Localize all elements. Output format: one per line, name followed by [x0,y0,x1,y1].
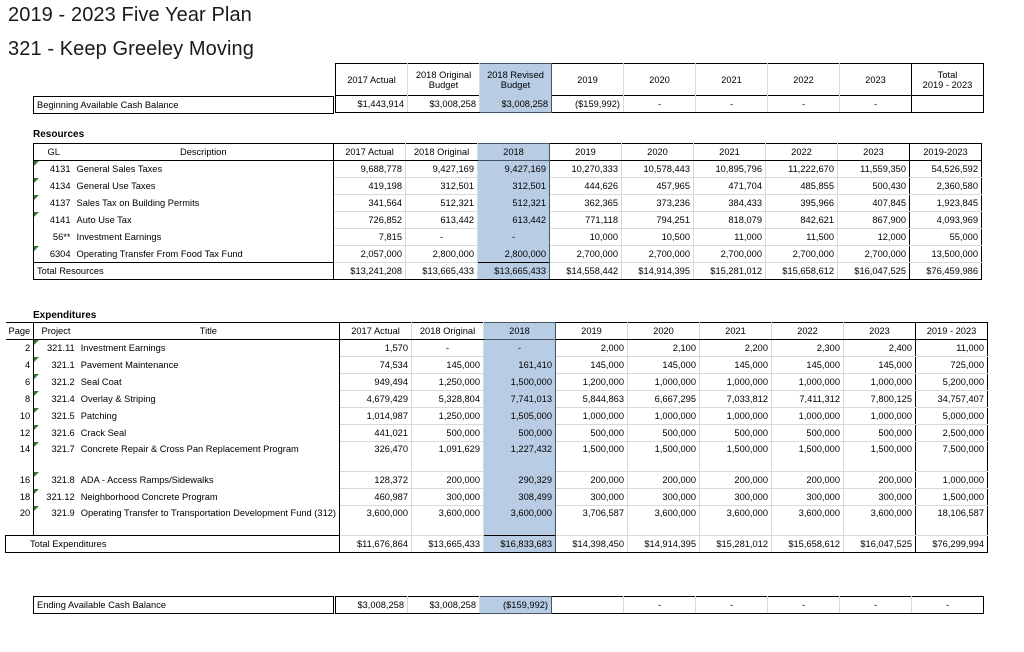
resources-2022: 11,500 [766,229,838,246]
exp-2018-original: 500,000 [412,425,484,442]
resources-2019: 2,700,000 [550,246,622,263]
exp-2022: 1,500,000 [772,442,844,472]
exp-total: 5,200,000 [916,374,988,391]
resources-header-row [34,144,982,161]
exp-2017-actual: 3,600,000 [340,506,412,536]
resources-2023: 11,559,350 [838,161,910,178]
exp-title: ADA - Access Ramps/Sidewalks [78,472,340,489]
exp-project: 321.6 [34,425,78,442]
ending-balance-2019 [552,597,624,614]
exp-page: 8 [25,394,31,404]
exp-col-header-2018: 2018 [484,323,556,340]
resources-2020: 373,236 [622,195,694,212]
col-header-2019: 2019 [552,64,624,96]
table-row [34,246,982,263]
ending-balance-2022: - [768,597,840,614]
beginning-balance-total [912,96,984,113]
resources-description: Auto Use Tax [74,212,334,229]
ending-balance-2017-actual: $3,008,258 [336,597,408,614]
exp-col-header-2020: 2020 [628,323,700,340]
table-row [34,195,982,212]
exp-col-header-2017-actual: 2017 Actual [340,323,412,340]
expenditures-caption: Expenditures [33,310,97,321]
exp-2018: 1,505,000 [484,408,556,425]
expenditures-total-total: $76,299,994 [916,536,988,553]
resources-col-header-2022: 2022 [766,144,838,161]
exp-2021: 3,600,000 [700,506,772,536]
exp-title: Concrete Repair & Cross Pan Replacement Program [78,442,340,472]
ending-balance-2018-original: $3,008,258 [408,597,480,614]
expenditures-total-2022: $15,658,612 [772,536,844,553]
ending-balance-table [335,596,984,614]
resources-2018: - [478,229,550,246]
exp-2018: 500,000 [484,425,556,442]
resources-2023: 500,430 [838,178,910,195]
table-row [6,374,988,391]
beginning-balance-2022: - [768,96,840,113]
exp-page: 4 [25,360,31,370]
exp-2020: 200,000 [628,472,700,489]
beginning-balance-2023: - [840,96,912,113]
resources-2017-actual: 726,852 [334,212,406,229]
resources-2018-original: 512,321 [406,195,478,212]
resources-2020: 2,700,000 [622,246,694,263]
exp-total: 1,500,000 [916,489,988,506]
exp-project: 321.2 [34,374,78,391]
resources-gl: 56** [34,229,74,246]
exp-2017-actual: 949,494 [340,374,412,391]
exp-2018: 308,499 [484,489,556,506]
resources-2021: 471,704 [694,178,766,195]
exp-total: 725,000 [916,357,988,374]
resources-2021: 11,000 [694,229,766,246]
exp-page: 2 [25,343,31,354]
exp-title: Seal Coat [78,374,340,391]
col-header-2020: 2020 [624,64,696,96]
exp-2019: 300,000 [556,489,628,506]
exp-2018: 161,410 [484,357,556,374]
resources-description: Sales Tax on Building Permits [74,195,334,212]
resources-description: Operating Transfer From Food Tax Fund [74,246,334,263]
exp-2019: 1,200,000 [556,374,628,391]
exp-col-header-project: Project [34,323,78,340]
exp-2021: 7,033,812 [700,391,772,408]
exp-2022: 1,000,000 [772,374,844,391]
exp-2018-original: 5,328,804 [412,391,484,408]
exp-2018: 1,500,000 [484,374,556,391]
resources-2021: 818,079 [694,212,766,229]
exp-2018: 290,329 [484,472,556,489]
exp-2018: 3,600,000 [484,506,556,536]
resources-2018: 2,800,000 [478,246,550,263]
table-row [6,408,988,425]
resources-2019: 444,626 [550,178,622,195]
exp-2023: 3,600,000 [844,506,916,536]
exp-page: 10 [19,411,31,421]
exp-2022: 2,300 [772,340,844,357]
exp-page: 14 [19,443,31,454]
exp-page: 20 [19,507,31,518]
col-header-2022: 2022 [768,64,840,96]
exp-total: 1,000,000 [916,472,988,489]
ending-balance-label: Ending Available Cash Balance [34,597,334,614]
col-header-2018-original-budget: 2018 Original Budget [408,64,480,96]
exp-2018: 1,227,432 [484,442,556,472]
table-row [6,506,988,536]
exp-2023: 500,000 [844,425,916,442]
exp-2020: 1,500,000 [628,442,700,472]
beginning-balance-label-table [33,96,334,114]
exp-2023: 300,000 [844,489,916,506]
exp-2020: 300,000 [628,489,700,506]
resources-total-total: $76,459,986 [910,263,982,280]
resources-total-label: Total Resources [34,263,334,280]
exp-col-header-2021: 2021 [700,323,772,340]
exp-2022: 3,600,000 [772,506,844,536]
exp-project: 321.4 [34,391,78,408]
col-header-2017-actual: 2017 Actual [336,64,408,96]
resources-2018-original: 2,800,000 [406,246,478,263]
table-row [34,161,982,178]
resources-gl: 4137 [34,195,74,212]
resources-col-header-2021: 2021 [694,144,766,161]
beginning-balance-2019: ($159,992) [552,96,624,113]
exp-2021: 2,200 [700,340,772,357]
exp-total: 34,757,407 [916,391,988,408]
page-title-line-1: 2019 - 2023 Five Year Plan [8,4,252,26]
exp-project: 321.9 [34,506,78,536]
resources-total: 55,000 [910,229,982,246]
resources-gl: 4131 [34,161,74,178]
exp-2020: 6,667,295 [628,391,700,408]
resources-total: 4,093,969 [910,212,982,229]
ending-balance-value-row [336,597,984,614]
resources-2021: 384,433 [694,195,766,212]
exp-2017-actual: 441,021 [340,425,412,442]
exp-total: 18,106,587 [916,506,988,536]
resources-2018-original: 9,427,169 [406,161,478,178]
resources-table [33,143,982,280]
exp-2023: 200,000 [844,472,916,489]
ending-balance-total: - [912,597,984,614]
table-row [6,489,988,506]
exp-col-header-page: Page [6,323,34,340]
exp-2022: 300,000 [772,489,844,506]
beginning-balance-header-row [336,64,984,96]
ending-balance-2023: - [840,597,912,614]
resources-total: 2,360,580 [910,178,982,195]
exp-project: 321.8 [34,472,78,489]
resources-2020: 457,965 [622,178,694,195]
exp-2021: 300,000 [700,489,772,506]
resources-2022: 11,222,670 [766,161,838,178]
exp-2023: 145,000 [844,357,916,374]
beginning-balance-2021: - [696,96,768,113]
expenditures-total-2018-original: $13,665,433 [412,536,484,553]
exp-2017-actual: 74,534 [340,357,412,374]
table-row [34,229,982,246]
exp-2020: 2,100 [628,340,700,357]
exp-2021: 200,000 [700,472,772,489]
col-header-2018-revised-budget: 2018 Revised Budget [480,64,552,96]
resources-description: Investment Earnings [74,229,334,246]
expenditures-total-2018: $16,833,683 [484,536,556,553]
resources-col-header-description: Description [74,144,334,161]
exp-2019: 500,000 [556,425,628,442]
resources-col-header-2018-original: 2018 Original [406,144,478,161]
resources-2018-original: 312,501 [406,178,478,195]
expenditures-total-label: Total Expenditures [6,536,340,553]
resources-2022: 842,621 [766,212,838,229]
resources-total-2022: $15,658,612 [766,263,838,280]
exp-total: 11,000 [916,340,988,357]
resources-2018-original: 613,442 [406,212,478,229]
exp-2018-original: 145,000 [412,357,484,374]
resources-2019: 771,118 [550,212,622,229]
exp-2023: 1,000,000 [844,408,916,425]
exp-2019: 145,000 [556,357,628,374]
resources-2019: 10,270,333 [550,161,622,178]
exp-project: 321.5 [34,408,78,425]
resources-total-2017-actual: $13,241,208 [334,263,406,280]
exp-2022: 1,000,000 [772,408,844,425]
ending-balance-2021: - [696,597,768,614]
resources-2021: 10,895,796 [694,161,766,178]
beginning-balance-2020: - [624,96,696,113]
exp-2017-actual: 460,987 [340,489,412,506]
table-row [34,178,982,195]
resources-2018-original: - [406,229,478,246]
exp-2023: 7,800,125 [844,391,916,408]
exp-2017-actual: 1,570 [340,340,412,357]
resources-total-row [34,263,982,280]
resources-total-2021: $15,281,012 [694,263,766,280]
exp-title: Operating Transfer to Transportation Development Fund (312) [78,506,340,536]
exp-2018-original: 300,000 [412,489,484,506]
resources-2017-actual: 9,688,778 [334,161,406,178]
expenditures-total-2021: $15,281,012 [700,536,772,553]
expenditures-total-2023: $16,047,525 [844,536,916,553]
col-header-2021: 2021 [696,64,768,96]
exp-2022: 7,411,312 [772,391,844,408]
exp-2020: 1,000,000 [628,408,700,425]
beginning-balance-value-row [336,96,984,113]
resources-col-header-2017-actual: 2017 Actual [334,144,406,161]
resources-2019: 10,000 [550,229,622,246]
resources-2020: 10,500 [622,229,694,246]
exp-col-header-total: 2019 - 2023 [916,323,988,340]
table-row [34,212,982,229]
expenditures-total-2019: $14,398,450 [556,536,628,553]
beginning-balance-label: Beginning Available Cash Balance [34,97,334,114]
resources-2017-actual: 2,057,000 [334,246,406,263]
resources-col-header-total: 2019-2023 [910,144,982,161]
exp-page: 12 [19,428,31,438]
exp-2018-original: - [412,340,484,357]
resources-2017-actual: 7,815 [334,229,406,246]
resources-2022: 395,966 [766,195,838,212]
exp-2021: 1,000,000 [700,408,772,425]
exp-2018: - [484,340,556,357]
exp-2019: 1,500,000 [556,442,628,472]
resources-2023: 867,900 [838,212,910,229]
expenditures-total-2020: $14,914,395 [628,536,700,553]
exp-col-header-2019: 2019 [556,323,628,340]
ending-balance-2020: - [624,597,696,614]
resources-2018: 9,427,169 [478,161,550,178]
exp-title: Investment Earnings [78,340,340,357]
resources-2018: 512,321 [478,195,550,212]
col-header-total-2019-2023: Total 2019 - 2023 [912,64,984,96]
exp-2018-original: 200,000 [412,472,484,489]
exp-2023: 2,400 [844,340,916,357]
resources-2023: 2,700,000 [838,246,910,263]
resources-caption: Resources [33,129,85,140]
resources-col-header-2018: 2018 [478,144,550,161]
exp-col-header-2022: 2022 [772,323,844,340]
exp-2022: 200,000 [772,472,844,489]
beginning-balance-2017-actual: $1,443,914 [336,96,408,113]
resources-2018: 613,442 [478,212,550,229]
resources-total-2018-original: $13,665,433 [406,263,478,280]
exp-2019: 1,000,000 [556,408,628,425]
table-row [6,357,988,374]
exp-2022: 500,000 [772,425,844,442]
resources-2022: 485,855 [766,178,838,195]
exp-2018: 7,741,013 [484,391,556,408]
resources-gl: 4134 [34,178,74,195]
resources-2017-actual: 419,198 [334,178,406,195]
exp-project: 321.7 [34,442,78,472]
expenditures-table [5,322,988,553]
table-row [6,472,988,489]
exp-col-header-2018-original: 2018 Original [412,323,484,340]
exp-2022: 145,000 [772,357,844,374]
ending-balance-label-table [33,596,334,614]
exp-title: Patching [78,408,340,425]
resources-total-2020: $14,914,395 [622,263,694,280]
exp-page: 6 [25,377,31,387]
resources-col-header-2020: 2020 [622,144,694,161]
table-row [6,340,988,357]
exp-title: Neighborhood Concrete Program [78,489,340,506]
beginning-balance-table [335,63,984,113]
resources-gl: 4141 [34,212,74,229]
page-title-line-2: 321 - Keep Greeley Moving [8,38,254,60]
resources-col-header-gl: GL [34,144,74,161]
exp-project: 321.11 [34,340,78,357]
exp-2020: 500,000 [628,425,700,442]
resources-total-2023: $16,047,525 [838,263,910,280]
exp-col-header-title: Title [78,323,340,340]
exp-2023: 1,500,000 [844,442,916,472]
resources-2017-actual: 341,564 [334,195,406,212]
exp-2021: 1,000,000 [700,374,772,391]
resources-2022: 2,700,000 [766,246,838,263]
resources-2023: 12,000 [838,229,910,246]
resources-2023: 407,845 [838,195,910,212]
beginning-balance-2018-revised: $3,008,258 [480,96,552,113]
ending-balance-2018-revised: ($159,992) [480,597,552,614]
table-row [6,442,988,472]
exp-2017-actual: 326,470 [340,442,412,472]
table-row [6,425,988,442]
resources-2018: 312,501 [478,178,550,195]
exp-2020: 3,600,000 [628,506,700,536]
resources-total-2019: $14,558,442 [550,263,622,280]
exp-2023: 1,000,000 [844,374,916,391]
exp-2017-actual: 1,014,987 [340,408,412,425]
resources-2019: 362,365 [550,195,622,212]
exp-total: 5,000,000 [916,408,988,425]
exp-2019: 3,706,587 [556,506,628,536]
resources-2020: 10,578,443 [622,161,694,178]
resources-total: 13,500,000 [910,246,982,263]
exp-total: 2,500,000 [916,425,988,442]
exp-page: 16 [19,475,31,485]
expenditures-header-row [6,323,988,340]
exp-project: 321.1 [34,357,78,374]
exp-2017-actual: 4,679,429 [340,391,412,408]
exp-project: 321.12 [34,489,78,506]
exp-2018-original: 1,250,000 [412,374,484,391]
exp-title: Overlay & Striping [78,391,340,408]
resources-2020: 794,251 [622,212,694,229]
col-header-2023: 2023 [840,64,912,96]
resources-description: General Use Taxes [74,178,334,195]
exp-2019: 2,000 [556,340,628,357]
exp-2020: 145,000 [628,357,700,374]
exp-2018-original: 1,091,629 [412,442,484,472]
expenditures-total-row [6,536,988,553]
resources-total: 54,526,592 [910,161,982,178]
exp-2018-original: 1,250,000 [412,408,484,425]
exp-title: Crack Seal [78,425,340,442]
exp-2019: 5,844,863 [556,391,628,408]
resources-total: 1,923,845 [910,195,982,212]
resources-total-2018: $13,665,433 [478,263,550,280]
exp-2021: 1,500,000 [700,442,772,472]
exp-2017-actual: 128,372 [340,472,412,489]
exp-2021: 500,000 [700,425,772,442]
expenditures-total-2017-actual: $11,676,864 [340,536,412,553]
beginning-balance-2018-original: $3,008,258 [408,96,480,113]
resources-col-header-2023: 2023 [838,144,910,161]
exp-title: Pavement Maintenance [78,357,340,374]
table-row [6,391,988,408]
resources-2021: 2,700,000 [694,246,766,263]
resources-description: General Sales Taxes [74,161,334,178]
exp-page: 18 [19,492,31,502]
exp-2019: 200,000 [556,472,628,489]
exp-2021: 145,000 [700,357,772,374]
exp-2018-original: 3,600,000 [412,506,484,536]
resources-col-header-2019: 2019 [550,144,622,161]
exp-col-header-2023: 2023 [844,323,916,340]
exp-total: 7,500,000 [916,442,988,472]
resources-gl: 6304 [34,246,74,263]
exp-2020: 1,000,000 [628,374,700,391]
